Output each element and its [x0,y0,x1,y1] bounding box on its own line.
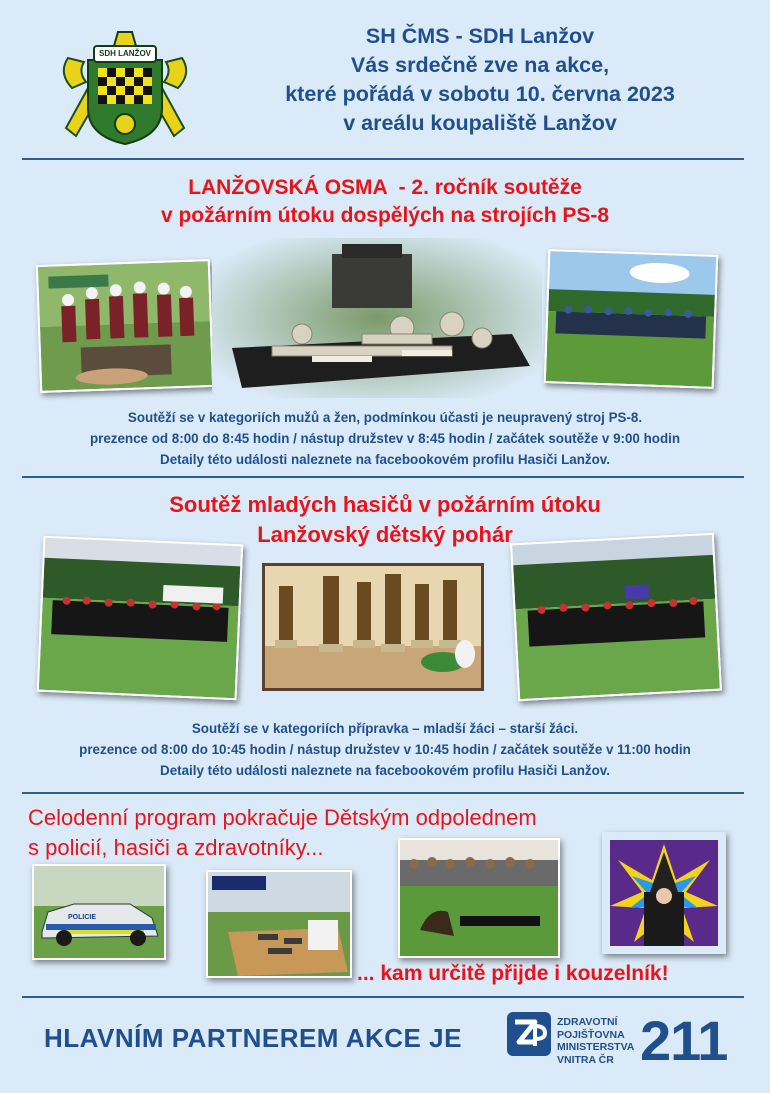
divider-3 [22,792,744,794]
police-car-text: POLICIE [68,914,97,921]
insurer-name [557,1016,634,1066]
header-line-3: které pořádá v sobotu 10. června 2023 [285,82,675,106]
photo-firefighter-equipment [206,870,352,978]
section1-info-line-2: prezence od 8:00 do 8:45 hodin / nástup družstev v 8:45 hodin / začátek soutěže v 9:00 hodin [89,431,681,446]
sdh-logo [58,28,192,148]
header-line-1: SH ČMS - SDH Lanžov [365,24,595,48]
photo-trophies [262,563,484,691]
invitation-header [210,22,750,138]
section1-title-line-2: v požárním útoku dospělých na strojích PS-8 [160,204,610,227]
partner-label: HLAVNÍM PARTNEREM AKCE JE [44,1023,462,1053]
zp-logo-icon [507,1012,551,1056]
insurer-line-2: POJIŠŤOVNA [557,1028,625,1041]
insurer-number: 211 [640,1009,728,1072]
photo-young-firefighters-left [37,536,244,701]
divider-2 [22,476,744,478]
section1-title [0,174,770,230]
divider-1 [22,158,744,160]
insurer-line-1: ZDRAVOTNÍ [557,1016,618,1028]
section2-info-line-2: prezence od 8:00 do 10:45 hodin / nástup družstev v 10:45 hodin / začátek soutěže v 11:00 hodin [79,742,691,757]
photo-police-car [32,864,166,960]
logo-label: SDH LANŽOV [99,49,151,58]
photo-crowd-field [544,249,719,389]
photo-young-firefighters-right [510,533,722,701]
header-line-4: v areálu koupaliště Lanžov [343,111,617,135]
magician-text: ... kam určitě přijde i kouzelník! [357,962,669,985]
insurer-line-3: MINISTERSTVA [557,1041,635,1053]
program-line-1: Celodenní program pokračuje Dětským odpolednem [28,805,537,830]
photo-magician [602,832,726,954]
program-line-2: s policií, hasiči a zdravotníky... [28,835,324,860]
photo-women-team [36,259,214,393]
section2-info-line-3: Detaily této události naleznete na facebookovém profilu Hasiči Lanžov. [160,763,610,778]
photo-police-dog [398,838,560,958]
section1-title-line-1: LANŽOVSKÁ OSMA - 2. ročník soutěže [188,176,582,199]
header-line-2: Vás srdečně zve na akce, [350,53,610,77]
divider-4 [22,996,744,998]
section1-info [0,407,770,470]
photo-ps8-engine [212,238,542,398]
insurer-line-4: VNITRA ČR [557,1053,614,1066]
section2-title-line-2: Lanžovský dětský pohár [257,522,513,547]
section1-info-line-3: Detaily této události naleznete na facebookovém profilu Hasiči Lanžov. [160,452,610,467]
section2-info-line-1: Soutěží se v kategoriích přípravka – mladší žáci – starší žáci. [191,721,579,736]
section2-title-line-1: Soutěž mladých hasičů v požárním útoku [169,492,601,517]
section1-info-line-1: Soutěží se v kategoriích mužů a žen, podmínkou účasti je neupravený stroj PS-8. [127,410,643,425]
section2-info [0,718,770,781]
